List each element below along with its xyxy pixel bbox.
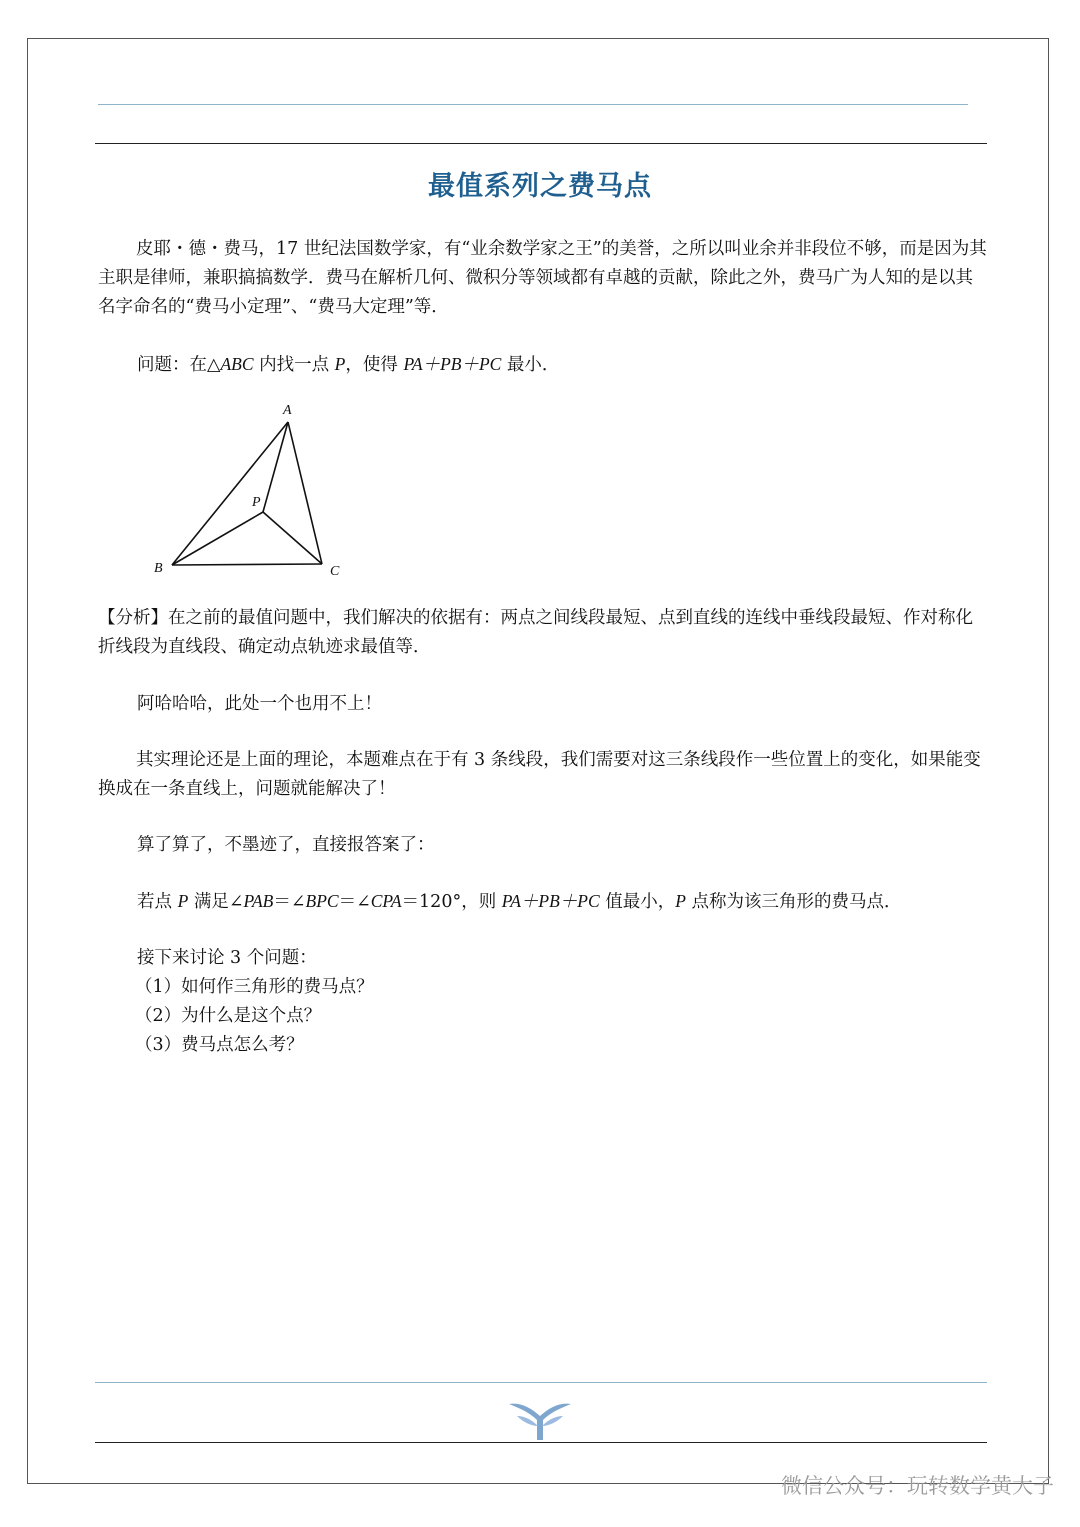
problem-mid: 内找一点 <box>253 355 335 375</box>
aha-line: 阿哈哈哈，此处一个也用不上！ <box>137 694 382 714</box>
segment-BC <box>172 564 322 565</box>
angle-CPA: CPA <box>370 891 402 911</box>
problem-mid2: ，使得 <box>345 355 404 375</box>
problem-expression: PA＋PB＋PC <box>403 354 502 374</box>
header-rule-bottom <box>95 143 987 144</box>
intro-paragraph: 皮耶・德・费马，17 世纪法国数学家，有“业余数学家之王”的美誉，之所以叫业余并非段位不够，而是因为其主职是律师，兼职搞搞数学．费马在解析几何、微积分等领域都有卓越的贡献，除此之外，费马广为人知的是以其名字命名的“费马小定理”、“费马大定理”等． <box>98 239 987 317</box>
problem-prefix: 问题：在△ <box>137 355 221 375</box>
angle-BPC: BPC <box>305 891 339 911</box>
header-rule-top <box>98 104 968 105</box>
segment-PB <box>172 512 263 565</box>
conclusion-p4: ＝∠ <box>338 892 371 912</box>
conclusion-point-2: P <box>675 891 686 911</box>
problem-triangle: ABC <box>220 354 254 374</box>
problem-statement <box>137 350 559 380</box>
conclusion-line <box>137 887 901 917</box>
footer-rule-top <box>95 1382 987 1383</box>
watermark-text: 微信公众号：玩转数学黄大子 <box>781 1474 1054 1498</box>
conclusion-p2: 满足∠ <box>188 892 244 912</box>
list-item: （3）费马点怎么考？ <box>135 1035 304 1055</box>
segment-PC <box>263 512 322 564</box>
label-A: A <box>283 403 292 418</box>
theory-paragraph: 其实理论还是上面的理论，本题难点在于有 3 条线段，我们需要对这三条线段作一些位置上的变化，如果能变换成在一条直线上，问题就能解决了！ <box>98 750 981 799</box>
footer-logo-icon <box>505 1398 575 1442</box>
problem-suffix: 最小． <box>501 355 560 375</box>
conclusion-p1: 若点 <box>137 892 178 912</box>
conclusion-p5: ＝120°，则 <box>401 892 502 912</box>
list-item: （1）如何作三角形的费马点？ <box>135 977 374 997</box>
conclusion-p7: 点称为该三角形的费马点． <box>685 892 902 912</box>
segment-CA <box>288 422 322 564</box>
footer-rule-bottom <box>95 1442 987 1443</box>
label-B: B <box>154 561 163 576</box>
list-item: （2）为什么是这个点？ <box>135 1006 322 1026</box>
conclusion-p6: 值最小， <box>599 892 676 912</box>
segment-AB <box>172 422 288 565</box>
conclusion-point: P <box>177 891 189 911</box>
discussion-lead: 接下来讨论 3 个问题： <box>137 948 317 968</box>
conclusion-p3: ＝∠ <box>273 892 306 912</box>
angle-PAB: PAB <box>243 891 274 911</box>
discussion-list <box>137 944 374 1060</box>
label-P: P <box>252 495 261 510</box>
label-C: C <box>330 564 340 579</box>
conclusion-expression: PA＋PB＋PC <box>501 891 600 911</box>
answer-intro: 算了算了，不墨迹了，直接报答案了： <box>137 835 435 855</box>
page-title: 最值系列之费马点 <box>428 171 652 202</box>
analysis-paragraph: 【分析】在之前的最值问题中，我们解决的依据有：两点之间线段最短、点到直线的连线中垂线段最短、作对称化折线段为直线段、确定动点轨迹求最值等． <box>98 608 973 657</box>
segment-PA <box>263 422 288 512</box>
triangle-figure <box>148 398 368 583</box>
problem-point: P <box>334 354 346 374</box>
